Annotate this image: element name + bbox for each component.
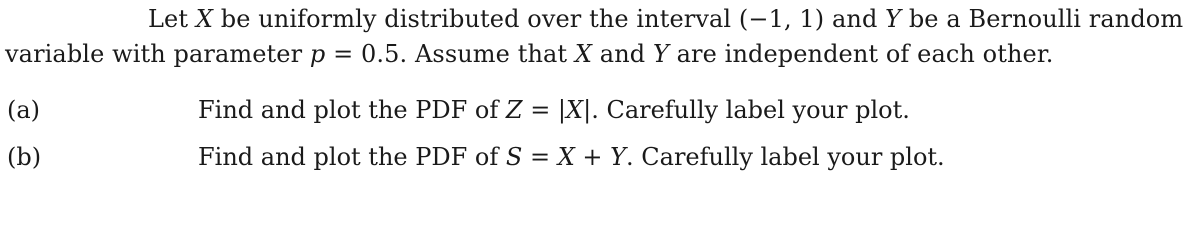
part-b-text: Find and plot the PDF of S = X + Y. Carefully label your plot. [198,143,945,171]
part-a-text: Find and plot the PDF of Z = |X|. Carefully label your plot. [198,96,910,124]
part-b-marker: (b) [7,143,42,171]
intro-line-2: variable with parameter p = 0.5. Assume that X and Y are independent of each other. [5,40,1054,68]
part-a [0,95,1200,127]
intro-line-1: Let X be uniformly distributed over the interval (−1, 1) and Y be a Bernoulli random [148,5,1184,33]
part-a-marker: (a) [7,96,41,124]
part-b [0,142,1200,174]
